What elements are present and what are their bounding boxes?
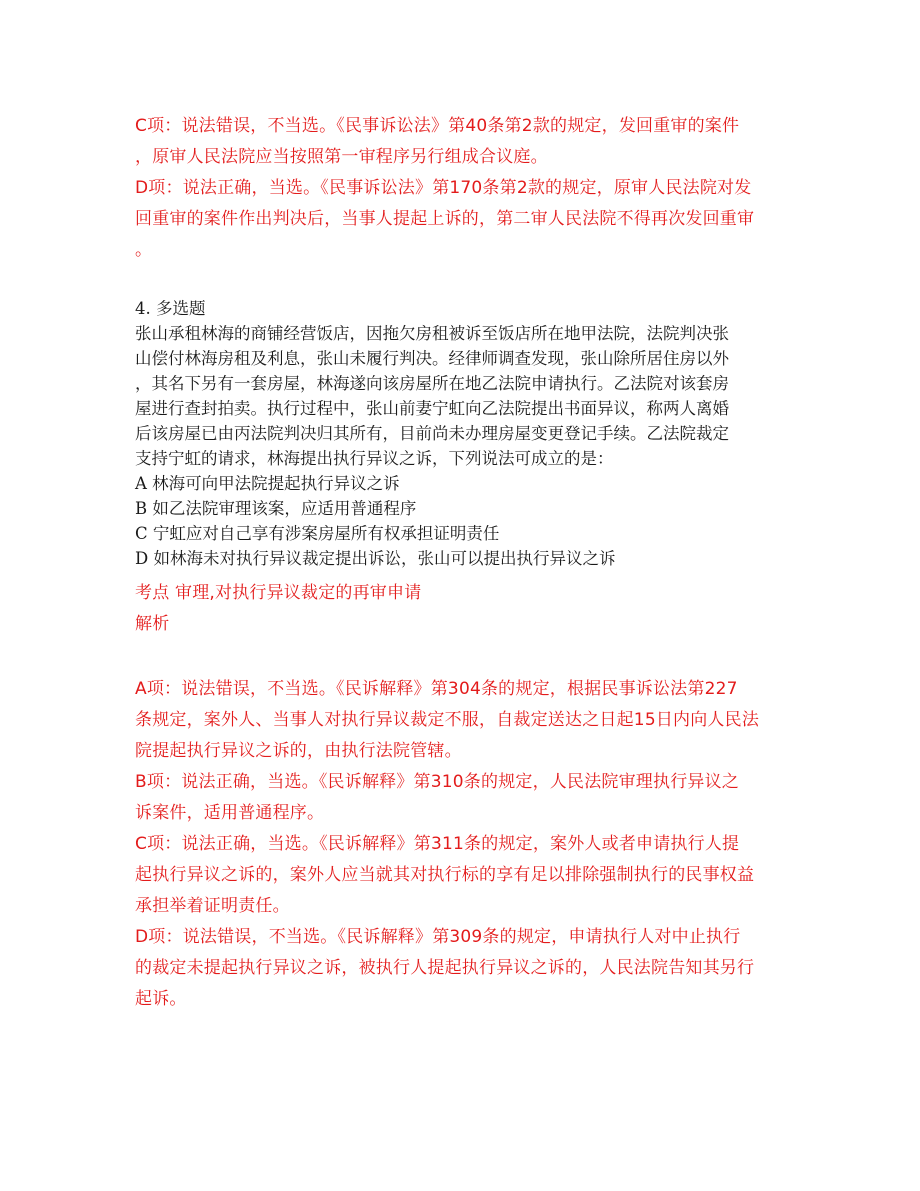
analysis-d-line: 起诉。 (135, 989, 187, 1009)
analysis-c (135, 829, 785, 922)
option-a: A 林海可向甲法院提起执行异议之诉 (135, 474, 400, 493)
analysis-a-line: A项：说法错误，不当选。《民诉解释》第304条的规定，根据民事诉讼法第227 (135, 679, 738, 699)
analysis-c-line: 承担举着证明责任。 (135, 896, 290, 916)
analysis-b (135, 767, 785, 829)
analysis-b-line: 诉案件，适用普通程序。 (135, 803, 325, 823)
question-stem-line: 山偿付林海房租及利息，张山未履行判决。经律师调查发现，张山除所居住房以外 (135, 349, 729, 368)
analysis-d-line: 的裁定未提起执行异议之诉，被执行人提起执行异议之诉的，人民法院告知其另行 (135, 958, 755, 978)
prev-c-line-1: C项：说法错误，不当选。《民事诉讼法》第40条第2款的规定，发回重审的案件 (135, 116, 740, 136)
question-header: 4. 多选题 (135, 299, 206, 318)
prev-c-line-2: ，原审人民法院应当按照第一审程序另行组成合议庭。 (135, 147, 548, 167)
analysis-label: 解析 (135, 614, 170, 634)
question-stem-line: 张山承租林海的商铺经营饭店，因拖欠房租被诉至饭店所在地甲法院，法院判决张 (135, 324, 729, 343)
question-block (135, 296, 785, 571)
question-stem-line: 屋进行查封拍卖。执行过程中，张山前妻宁虹向乙法院提出书面异议，称两人离婚 (135, 399, 729, 418)
analysis-a-line: 院提起执行异议之诉的，由执行法院管辖。 (135, 741, 462, 761)
prev-d-line-2: 回重审的案件作出判决后，当事人提起上诉的，第二审人民法院不得再次发回重审 (135, 209, 755, 229)
question-stem-line: ，其名下另有一套房屋，林海遂向该房屋所在地乙法院申请执行。乙法院对该套房 (135, 374, 729, 393)
analysis-d (135, 922, 785, 1015)
question-stem-line: 后该房屋已由丙法院判决归其所有，目前尚未办理房屋变更登记手续。乙法院裁定 (135, 424, 729, 443)
prev-d-line-3: 。 (135, 240, 153, 260)
analysis-a-line: 条规定，案外人、当事人对执行异议裁定不服，自裁定送达之日起15日内向人民法 (135, 710, 760, 730)
option-d: D 如林海未对执行异议裁定提出诉讼，张山可以提出执行异议之诉 (135, 549, 616, 568)
analysis-a (135, 674, 785, 767)
topic-line: 考点 审理,对执行异议裁定的再审申请 (135, 583, 422, 603)
analysis-b-line: B项：说法正确，当选。《民诉解释》第310条的规定，人民法院审理执行异议之 (135, 772, 740, 792)
option-b: B 如乙法院审理该案，应适用普通程序 (135, 499, 417, 518)
analysis-c-line: C项：说法正确，当选。《民诉解释》第311条的规定，案外人或者申请执行人提 (135, 834, 740, 854)
prev-option-c-explanation (135, 111, 785, 173)
analysis-c-line: 起执行异议之诉的，案外人应当就其对执行标的享有足以排除强制执行的民事权益 (135, 865, 755, 885)
topic-block (135, 578, 785, 640)
option-c: C 宁虹应对自己享有涉案房屋所有权承担证明责任 (135, 524, 500, 543)
prev-option-d-explanation (135, 173, 785, 266)
analysis-d-line: D项：说法错误，不当选。《民诉解释》第309条的规定，申请执行人对中止执行 (135, 927, 741, 947)
prev-d-line-1: D项：说法正确，当选。《民事诉讼法》第170条第2款的规定，原审人民法院对发 (135, 178, 752, 198)
question-stem-line: 支持宁虹的请求，林海提出执行异议之诉，下列说法可成立的是： (135, 449, 614, 468)
